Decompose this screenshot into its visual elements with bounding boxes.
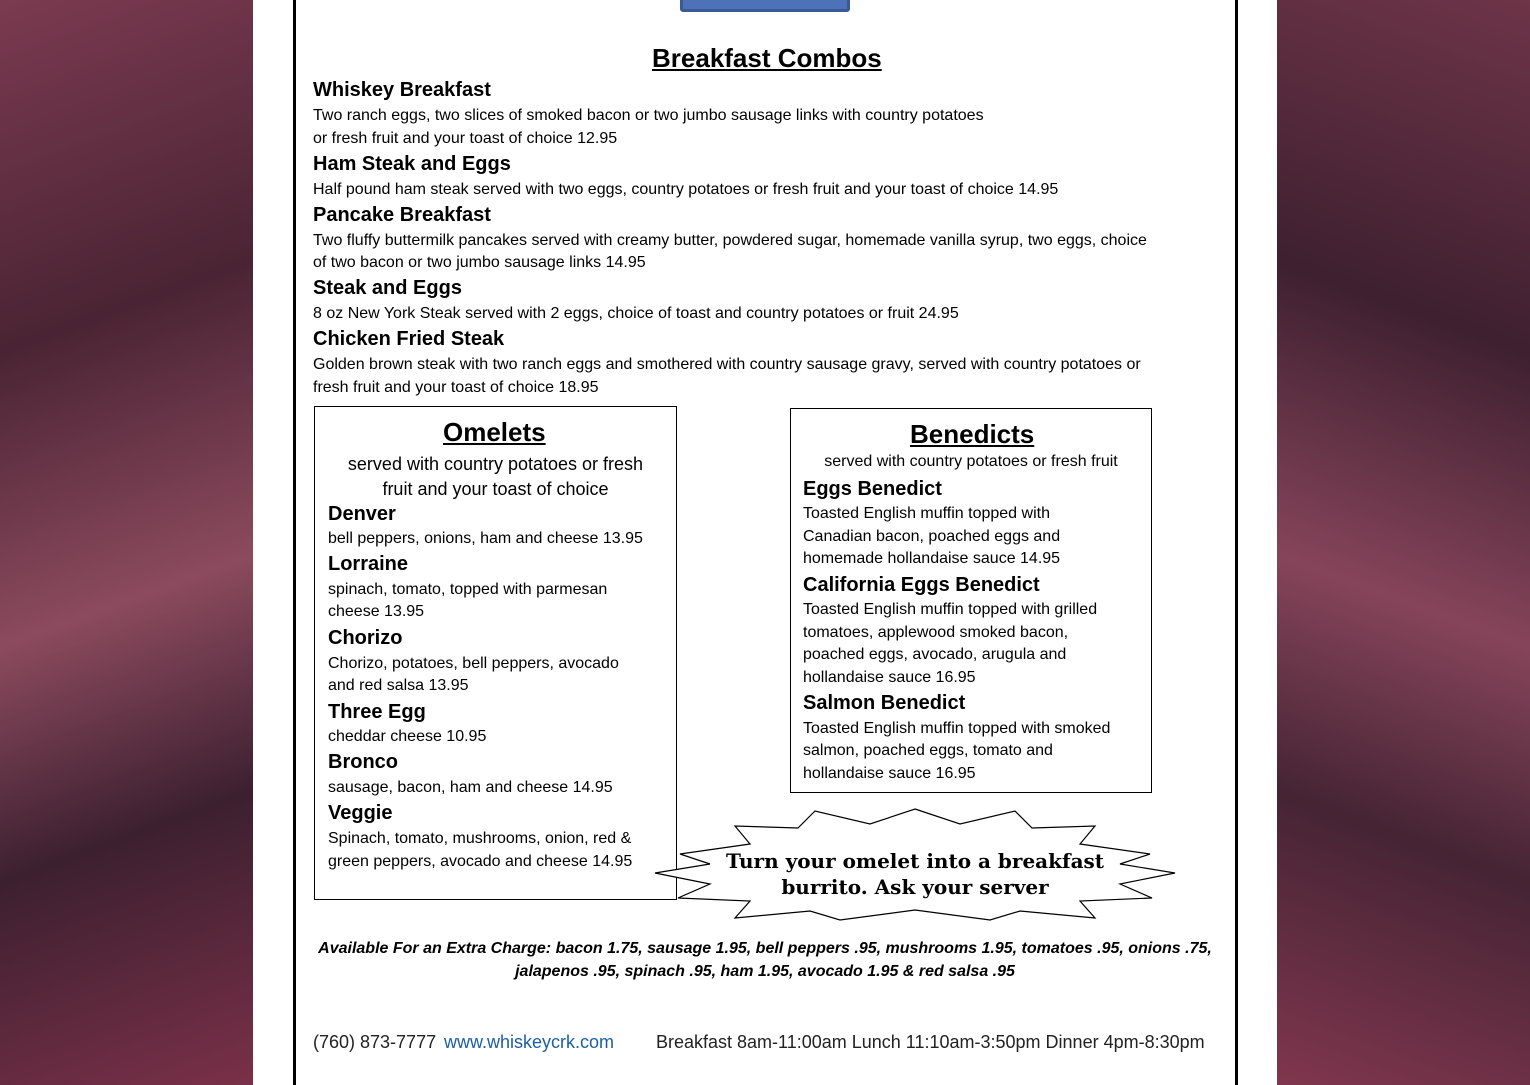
omelet-desc: sausage, bacon, ham and cheese 14.95	[328, 779, 613, 796]
omelet-name: Veggie	[328, 802, 393, 824]
combo-name: Whiskey Breakfast	[313, 79, 491, 101]
benedicts-subtitle: served with country potatoes or fresh fruit	[824, 453, 1118, 470]
omelet-name: Three Egg	[328, 701, 426, 723]
omelet-desc: green peppers, avocado and cheese 14.95	[328, 853, 633, 870]
combo-desc: Half pound ham steak served with two eggs, country potatoes or fresh fruit and your toast of choice 14.95	[313, 181, 1059, 198]
combo-desc: Two ranch eggs, two slices of smoked bacon or two jumbo sausage links with country potatoes	[313, 107, 984, 124]
benedict-name: California Eggs Benedict	[803, 574, 1040, 596]
omelets-subtitle: served with country potatoes or fresh fruit and your toast of choice	[347, 454, 644, 499]
omelet-desc: Spinach, tomato, mushrooms, onion, red &	[328, 830, 632, 847]
footer-website-link[interactable]: www.whiskeycrk.com	[444, 1032, 615, 1052]
combo-name: Steak and Eggs	[313, 277, 462, 299]
footer-hours: Breakfast 8am-11:00am Lunch 11:10am-3:50pm Dinner 4pm-8:30pm	[656, 1032, 1205, 1052]
combo-desc: or fresh fruit and your toast of choice 12.95	[313, 130, 618, 147]
omelet-desc: spinach, tomato, topped with parmesan	[328, 581, 608, 598]
combo-name: Ham Steak and Eggs	[313, 153, 511, 175]
benedict-desc: hollandaise sauce 16.95	[803, 765, 976, 782]
benedict-desc: Canadian bacon, poached eggs and	[803, 528, 1061, 545]
combo-name: Chicken Fried Steak	[313, 328, 505, 350]
benedicts-title: Benedicts	[910, 419, 1035, 449]
background-left	[0, 0, 253, 1085]
combo-desc: fresh fruit and your toast of choice 18.95	[313, 379, 599, 396]
combo-desc: Two fluffy buttermilk pancakes served with creamy butter, powdered sugar, homemade vanilla syrup, two eggs, choice	[313, 232, 1147, 249]
combo-desc: 8 oz New York Steak served with 2 eggs, choice of toast and country potatoes or fruit 24.95	[313, 305, 959, 322]
omelet-desc: Chorizo, potatoes, bell peppers, avocado	[328, 655, 619, 672]
omelet-name: Chorizo	[328, 627, 403, 649]
benedict-desc: poached eggs, avocado, arugula and	[803, 646, 1067, 663]
benedict-desc: tomatoes, applewood smoked bacon,	[803, 624, 1069, 641]
benedict-name: Eggs Benedict	[803, 478, 942, 500]
footer-phone: (760) 873-7777	[313, 1032, 437, 1052]
benedict-desc: hollandaise sauce 16.95	[803, 669, 976, 686]
omelet-name: Lorraine	[328, 553, 409, 575]
omelet-name: Bronco	[328, 751, 398, 773]
section-title-breakfast-combos: Breakfast Combos	[652, 43, 882, 73]
benedict-name: Salmon Benedict	[803, 692, 966, 714]
omelet-desc: cheese 13.95	[328, 603, 425, 620]
omelets-title: Omelets	[443, 417, 546, 447]
extra-charge-note: Available For an Extra Charge: bacon 1.75, sausage 1.95, bell peppers .95, mushrooms 1.95, tomatoes .95, onions .75, jalapenos .95, spinach .95, ham 1.95, avocado 1.95 & red salsa .95	[318, 940, 1212, 980]
combo-name: Pancake Breakfast	[313, 204, 491, 226]
combo-desc: Golden brown steak with two ranch eggs and smothered with country sausage gravy, served with country potatoes or	[313, 356, 1141, 373]
combo-desc: of two bacon or two jumbo sausage links 14.95	[313, 254, 646, 271]
omelet-desc: and red salsa 13.95	[328, 677, 469, 694]
burrito-callout-text: Turn your omelet into a breakfast burrito. Ask your server	[725, 849, 1105, 899]
background-right	[1277, 0, 1530, 1085]
benedict-desc: homemade hollandaise sauce 14.95	[803, 550, 1061, 567]
benedict-desc: Toasted English muffin topped with grilled	[803, 601, 1098, 618]
benedict-desc: Toasted English muffin topped with smoked	[803, 720, 1111, 737]
omelet-desc: cheddar cheese 10.95	[328, 728, 487, 745]
benedict-desc: Toasted English muffin topped with	[803, 505, 1050, 522]
omelet-name: Denver	[328, 503, 396, 525]
logo-banner	[680, 0, 850, 12]
benedict-desc: salmon, poached eggs, tomato and	[803, 742, 1053, 759]
omelet-desc: bell peppers, onions, ham and cheese 13.95	[328, 530, 643, 547]
